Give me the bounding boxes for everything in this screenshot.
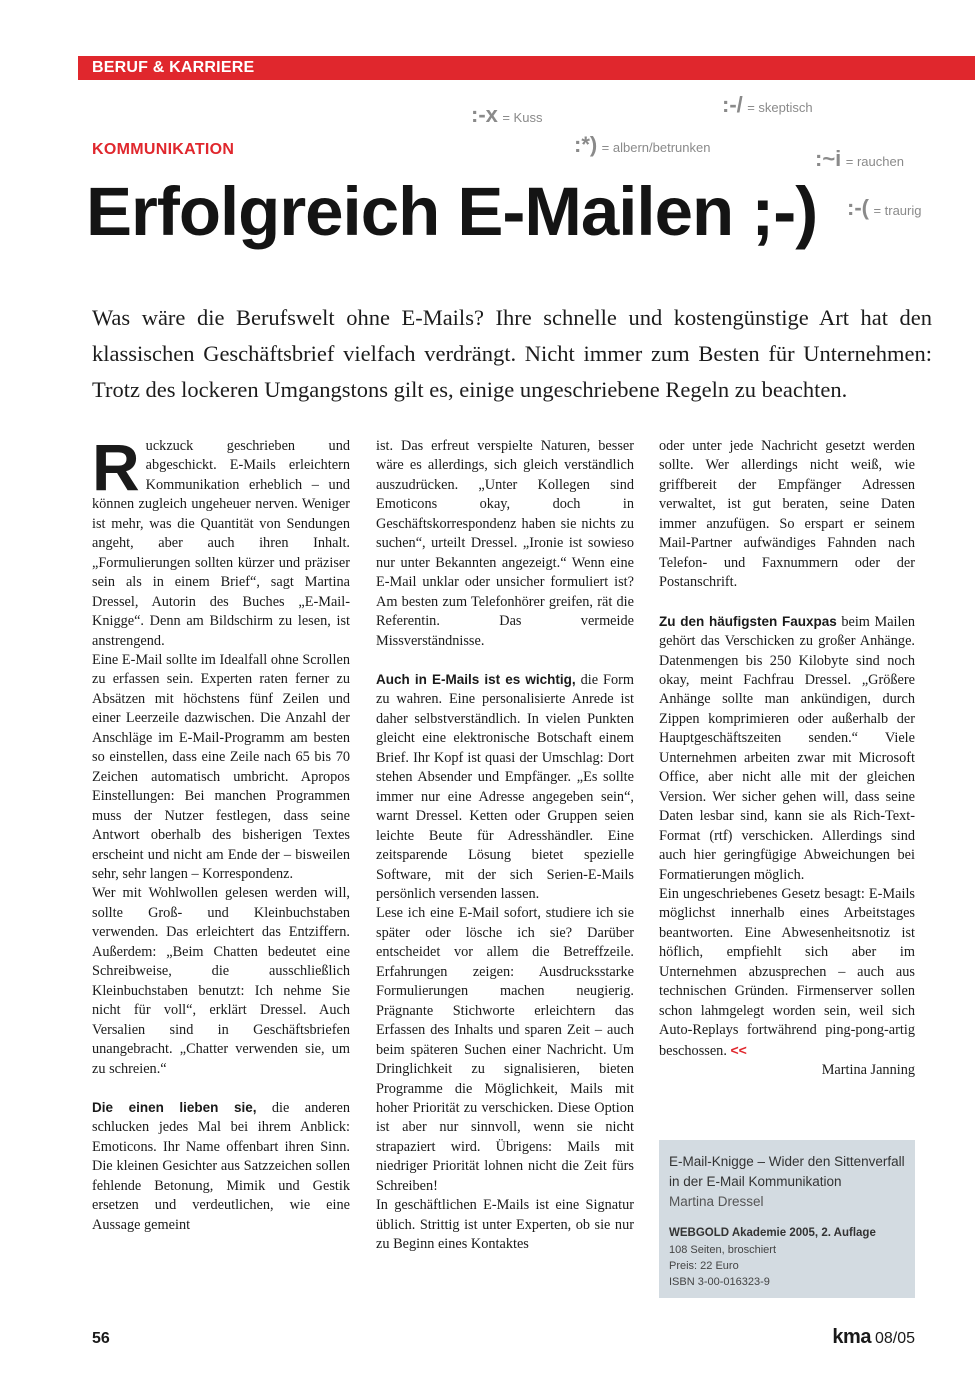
article-column-3	[659, 437, 915, 1081]
article-paragraph: ist. Das erfreut verspielte Naturen, besser wäre es allerdings, sich gleich verständlich auszudrücken. „Unter Kollegen sind Emoticons okay, doch in Geschäftskorrespondenz haben sie nichts zu suchen“, urteilt Dressel. „Ironie ist sowieso nur unter Bekannten angezeigt.“ Wenn eine E-Mail unklar oder unsicher formuliert ist? Am besten zum Telefonhörer greifen, rät die Referentin. Das vermeide Missverständnisse.	[376, 438, 634, 649]
article-paragraph	[659, 612, 915, 885]
article-column-1	[92, 430, 350, 1235]
emoticon-silly	[574, 132, 710, 158]
kicker: KOMMUNIKATION	[92, 141, 235, 158]
lead-paragraph: Was wäre die Berufswelt ohne E-Mails? Ihre schnelle und kostengünstige Art hat den klassischen Geschäftsbrief vielfach verdrängt. Nicht immer zum Besten für Unternehmen: Trotz des lockeren Umgangstons gilt es, einige ungeschriebene Regeln zu beachten.	[92, 305, 932, 402]
emoticon-code: :*)	[574, 132, 598, 157]
article-author: Martina Janning	[821, 1062, 915, 1079]
paragraph-lead-in: Zu den häufigsten Fauxpas	[659, 613, 837, 629]
issue-number: 08/05	[874, 1330, 915, 1347]
article-paragraph: Wer mit Wohlwollen gelesen werden will, sollte Groß- und Kleinbuchstaben verwenden. Das erleichtert das Entziffern. Außerdem: „Beim Chatten bedeutet eine Schreibweise, die ausschließlich Kleinbuchstaben benutzt: Ich nehme Sie nicht für voll“, erklärt Dressel. Auch Versalien sind in Geschäftsbriefen unangebracht. „Chatter verwenden sie, um zu schreien.“	[92, 885, 350, 1077]
book-publisher: WEBGOLD Akademie 2005, 2. Auflage	[669, 1227, 876, 1239]
emoticon-meaning: = Kuss	[502, 110, 543, 125]
emoticon-code: :~i	[815, 146, 842, 171]
book-title: E-Mail-Knigge – Wider den Sittenverfall in der E-Mail Kommunikation	[669, 1154, 905, 1189]
article-paragraph	[376, 670, 634, 904]
emoticon-skeptical	[722, 92, 813, 118]
paragraph-text: die anderen schlucken jedes Mal bei ihrem Anblick: Emoticons. Ihr Name offenbart ihren Sinn. Die kleinen Gesichter aus Satzzeichen sollen fehlende Betonung, Mimik und Gestik ersetzen und verdeutlichen, wie eine Aussage gemeint	[92, 1099, 350, 1233]
page-number: 56	[92, 1330, 110, 1347]
article-column-2	[376, 437, 634, 1255]
end-mark: <<	[730, 1041, 747, 1058]
emoticon-meaning: = skeptisch	[747, 100, 813, 115]
emoticon-sad	[847, 195, 922, 221]
book-price: Preis: 22 Euro	[669, 1260, 739, 1272]
article-paragraph: Eine E-Mail sollte im Idealfall ohne Scrollen zu erfassen sein. Experten raten ferner zu Absätzen mit höchstens fünf Zeilen und einer Leerzeile dazwischen. Die Anzahl der Anschläge im E-Mail-Programm am besten so einstellen, dass eine Zeile nach 65 bis 70 Zeichen automatisch umbricht. Apropos Einstellungen: Bei manchen Programmen muss der Nutzer festlegen, dass seine Antwort oberhalb des bisherigen Textes erscheint und nicht am Ende der – bisweilen sehr, sehr langen – Korrespondenz.	[92, 651, 350, 882]
section-bar	[78, 56, 975, 80]
paragraph-lead-in: Die einen lieben sie,	[92, 1099, 257, 1115]
emoticon-kiss	[471, 102, 542, 128]
book-info-box	[659, 1140, 915, 1298]
emoticon-code: :-/	[722, 92, 743, 117]
emoticon-code: :-x	[471, 102, 498, 127]
book-pages: 108 Seiten, broschiert	[669, 1244, 777, 1256]
emoticon-code: :-(	[847, 195, 869, 220]
magazine-logo: kma	[832, 1326, 871, 1348]
paragraph-text: die Form zu wahren. Eine personalisierte Anrede ist daher selbstverständlich. In vielen Punkten gleicht eine elektronische Botschaft einem Brief. Ihr Kopf ist quasi der Umschlag: Dort stehen Absender und Empfänger. „Es sollte immer nur eine Adresse angegeben sein“, warnt Dressel. Ketten oder Gruppen seien leichte Beute für Adresshändler. Eine zeitsparende Lösung bietet spezielle Software, mit der sich Serien-E-Mails persönlich versenden lassen.	[376, 671, 634, 902]
article-paragraph: oder unter jede Nachricht gesetzt werden sollte. Wer allerdings nicht weiß, wie griffbereit der Empfänger Adressen verwaltet, ist gut beraten, seine Daten immer anzufügen. So erspart er seinem Mail-Partner aufwändiges Fahnden nach Telefon- und Faxnummern oder der Postanschrift.	[659, 438, 915, 591]
article-paragraph: Lese ich eine E-Mail sofort, studiere ich sie später oder lösche ich sie? Darüber entscheidet vor allem die Betreffzeile. Erfahrungen zeigen: Ausdrucksstarke Formulierungen machen neugierig. Prägnante Stichworte erleichtern das Erfassen des Inhalts und sparen Zeit – auch beim späteren Suchen einer Nachricht. Um Dringlichkeit zu signalisieren, bieten Programme die Möglichkeit, Mails mit hoher Priorität zu verschicken. Diese Option ist aber nur sinnvoll, wenn sie nicht strapaziert wird. Übrigens: Mails mit niedriger Priorität lohnen nicht die Zeit fürs Schreiben!	[376, 905, 634, 1194]
paragraph-text: beim Mailen gehört das Verschicken zu großer Anhänge. Datenmengen bis 250 Kilobyte sind noch okay, meint Fachfrau Dressel. „Größere Anhänge sollte man ankündigen, durch Zippen komprimieren oder außerhalb der Hauptgeschäftszeiten senden.“ Viele Unternehmen arbeiten zwar mit Microsoft Office, aber nicht alle mit der gleichen Version. Wer sicher gehen will, dass seine Daten lesbar sind, kann sie als Rich-Text-Format (rtf) verschicken. Allerdings sind auch hier geringfügige Abweichungen bei Formatierungen möglich.	[659, 613, 915, 883]
drop-cap: R	[92, 430, 140, 504]
emoticon-smoking	[815, 146, 904, 172]
paragraph-lead-in: Auch in E-Mails ist es wichtig,	[376, 671, 576, 687]
book-author: Martina Dressel	[669, 1194, 764, 1209]
article-paragraph: In geschäftlichen E-Mails ist eine Signatur üblich. Strittig ist unter Experten, ob sie nur zu Beginn eines Kontaktes	[376, 1197, 634, 1253]
article-paragraph	[92, 1098, 350, 1235]
headline: Erfolgreich E-Mailen ;-)	[86, 173, 818, 250]
article-paragraph	[92, 430, 350, 651]
emoticon-meaning: = traurig	[873, 203, 922, 218]
article-paragraph	[659, 885, 915, 1061]
paragraph-text: uckzuck geschrieben und abgeschickt. E-Mails erleichtern Kommunikation erheblich – und können zugleich ungeheuer nerven. Weniger ist mehr, was die Quantität von Sendungen angeht, aber auch ihren Inhalt. „Formulierungen sollten kürzer und präziser sein als in einem Brief“, sagt Martina Dressel, Autorin des Buches „E-Mail-Knigge“. Denn am Bildschirm zu lesen, ist anstrengend.	[92, 438, 350, 649]
emoticon-meaning: = albern/betrunken	[601, 140, 711, 155]
emoticon-meaning: = rauchen	[845, 154, 904, 169]
footer-issue	[832, 1326, 915, 1349]
paragraph-text: Ein ungeschriebenes Gesetz besagt: E-Mails möglichst innerhalb eines Arbeitstages beantworten. Eine Abwesenheitsnotiz ist höflich, empfiehlt sich aber im Unternehmen abzusprechen – auch aus technischen Gründen. Firmenserver sollen schon lahmgelegt worden sein, weil sich Auto-Replays fortwährend ping-pong-artig beschossen.	[659, 885, 915, 1059]
section-label: BERUF & KARRIERE	[92, 59, 255, 76]
book-isbn: ISBN 3-00-016323-9	[669, 1276, 770, 1288]
